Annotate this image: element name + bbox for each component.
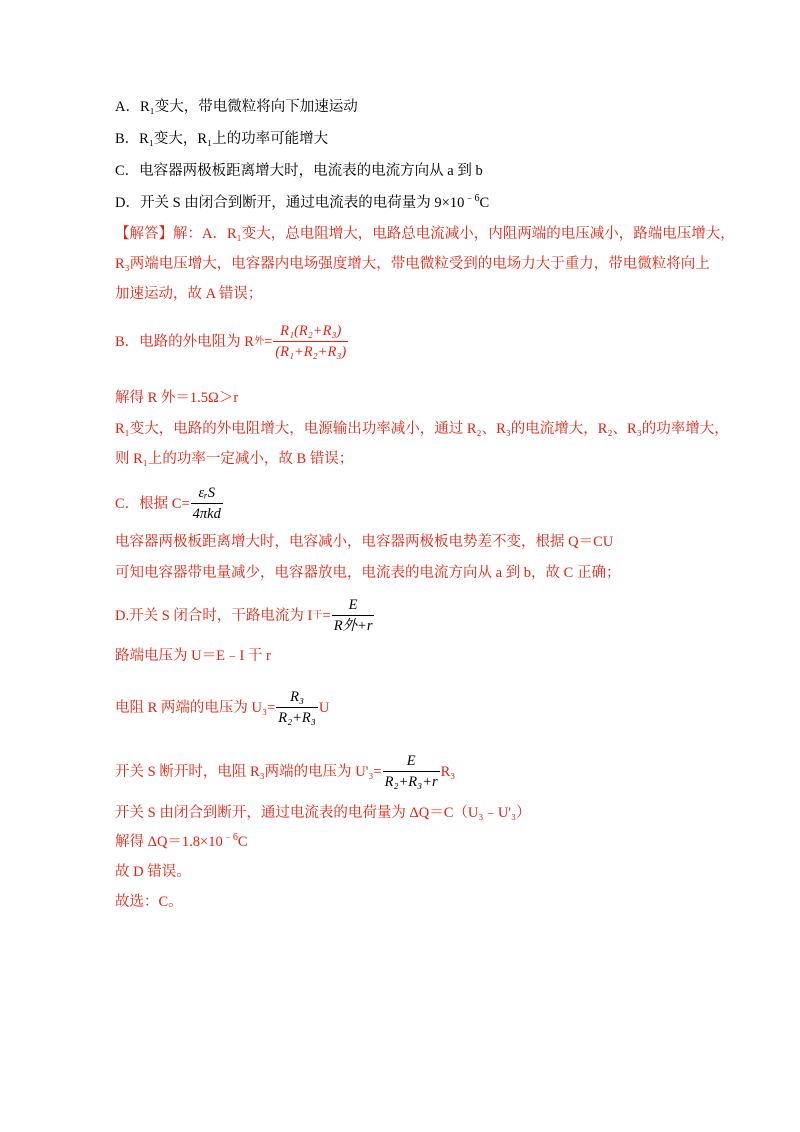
b-result: 解得 R 外＝1.5Ω＞r [115,390,239,406]
solution-a-text-2: R₃两端电压增大，电容器内电场强度增大，带电微粒受到的电场力大于重力，带电微粒将向上 [115,256,710,272]
solution-tag: 【解答】 [115,226,173,242]
option-b: B．R₁变大，R₁上的功率可能增大 [115,131,329,147]
d-u3prime-label: 开关 S 断开时，电阻 R₃两端的电压为 U'₃= [115,763,382,780]
d-u3-numerator: R₃ [276,688,318,708]
d-u3-suffix: U [318,699,330,716]
d-numerator: E [332,596,375,616]
solution-a-text-3: 加速运动，故 A 错误； [115,286,263,302]
b-label: B．电路的外电阻为 R [115,333,254,350]
c-text-2: 可知电容器带电量减少，电容器放电，电流表的电流方向从 a 到 b，故 C 正确； [115,565,621,581]
c-label: C．根据 C= [115,495,190,512]
d-text-1: 路端电压为 U＝E﹣I 干 r [115,648,271,664]
solution-line-1 [115,224,735,244]
d-denominator: R外+r [333,618,373,634]
d-text-5-unit: C [237,834,248,850]
d-u3-fraction [276,688,318,727]
d-u3prime-suffix: R₃ [440,763,456,780]
option-d-exponent: ﹣6 [464,193,480,205]
option-d [115,193,489,213]
b-denominator: (R₁+R₂+R₃) [275,344,347,360]
option-a: A．R₁变大，带电微粒将向下加速运动 [115,99,358,115]
final-answer: 故选：C。 [115,894,183,910]
d-text-6: 故 D 错误。 [115,864,191,880]
d-u3prime-formula [115,752,455,791]
d-fraction [332,596,375,635]
d-u3prime-fraction [383,752,440,791]
d-label: D.开关 S 闭合时，干路电流为 I [115,607,313,624]
d-u3prime-denominator: R₂+R₃+r [384,774,438,790]
b-eq: = [264,333,273,350]
option-d-unit: C [479,195,490,211]
c-text-1: 电容器两极板距离增大时，电容减小，电容器两极板电势差不变，根据 Q＝CU [115,534,614,550]
d-u3-formula [115,688,329,727]
d-text-5-exponent: ﹣6 [222,832,238,844]
solution-d-formula: D.开关 S 闭合时，干路电流为 I 干 = $\frac{E}{\text{R外+r}}$ [115,597,373,634]
option-d-text: D．开关 S 由闭合到断开，通过电流表的电荷量为 9×10 [115,195,465,211]
d-u3-denominator: R₂+R₃ [278,710,316,726]
c-numerator: εᵣS [191,484,223,504]
d-u3prime-numerator: E [383,752,440,772]
d-u3-label: 电阻 R 两端的电压为 U₃= [115,699,276,716]
d-text-5-main: 解得 ΔQ＝1.8×10 [115,834,223,850]
c-denominator: 4πkd [192,506,221,522]
d-eq: = [322,607,331,624]
b-fraction [273,322,348,361]
b-text-2: 则 R₁上的功率一定减小，故 B 错误； [115,451,354,467]
solution-b-formula: B．电路的外电阻为 R 外 = $\frac{\text{R₁(R₂+R₃)}}{\text{(R₁+R₂+R₃)}}$ [115,323,347,360]
c-fraction [191,484,223,523]
solution-c-formula [115,484,224,523]
d-text-4: 开关 S 由闭合到断开，通过电流表的电荷量为 ΔQ＝C（U₃﹣U'₃） [115,805,531,821]
option-c: C．电容器两极板距离增大时，电流表的电流方向从 a 到 b [115,163,483,179]
b-text-1: R₁变大，电路的外电阻增大，电源输出功率减小，通过 R₂、R₃的电流增大，R₂、R₃的功率增大， [115,421,729,437]
solution-a-text-1: 解：A．R₁变大，总电阻增大，电路总电流减小，内阻两端的电压减小，路端电压增大， [173,226,735,242]
d-text-5 [115,832,248,852]
b-numerator: R₁(R₂+R₃) [273,322,348,342]
